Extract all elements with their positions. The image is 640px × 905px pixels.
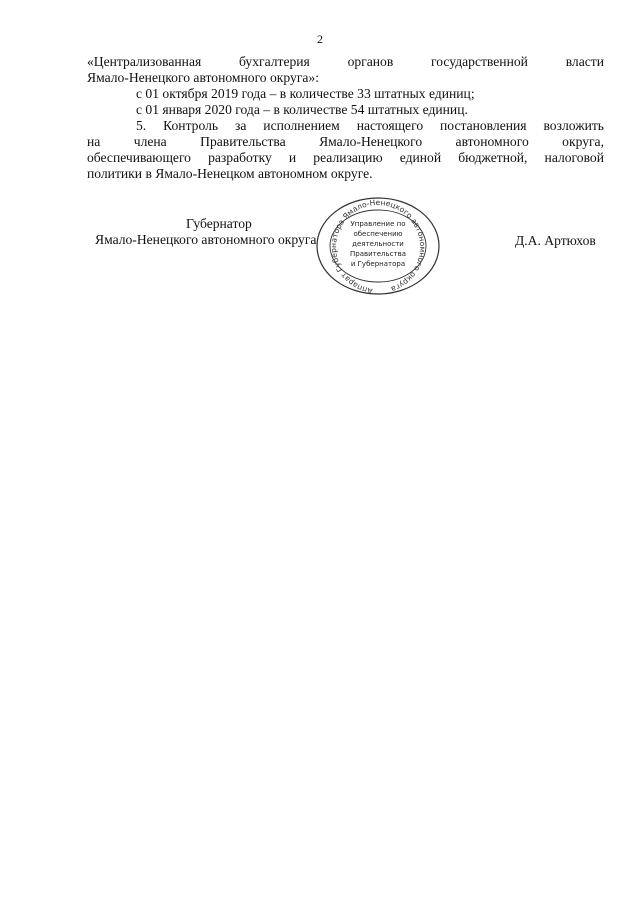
body-line-2: Ямало-Ненецкого автономного округа»: [87, 70, 320, 85]
list-item-october: с 01 октября 2019 года – в количестве 33 штатных единиц; [136, 86, 475, 101]
list-item-january: с 01 января 2020 года – в количестве 54 штатных единиц. [136, 102, 468, 117]
stamp-center-line-5: и Губернатора [350, 260, 406, 268]
paragraph-5-line-1: 5. Контроль за исполнением настоящего постановления возложить [136, 118, 604, 133]
body-line-1: «Централизованная бухгалтерия органов государственной власти [87, 54, 604, 69]
official-stamp [314, 195, 442, 297]
stamp-center-line-4: Правительства [350, 250, 406, 258]
stamp-center-line-3: деятельности [352, 240, 404, 248]
page-number: 2 [317, 32, 323, 46]
paragraph-5-line-4: политики в Ямало-Ненецком автономном округе. [87, 166, 373, 181]
signature-organization: Ямало-Ненецкого автономного округа [95, 232, 317, 247]
signature-name: Д.А. Артюхов [515, 233, 596, 248]
paragraph-5-line-2: на члена Правительства Ямало-Ненецкого автономного округа, [87, 134, 604, 149]
stamp-center-line-1: Управление по [350, 220, 406, 228]
paragraph-5-line-3: обеспечивающего разработку и реализацию единой бюджетной, налоговой [87, 150, 604, 165]
stamp-ring-text: Аппарат Губернатора Ямало-Ненецкого автономного округа [328, 197, 428, 296]
signature-title: Губернатор [186, 216, 252, 231]
stamp-center-line-2: обеспечению [353, 230, 403, 238]
